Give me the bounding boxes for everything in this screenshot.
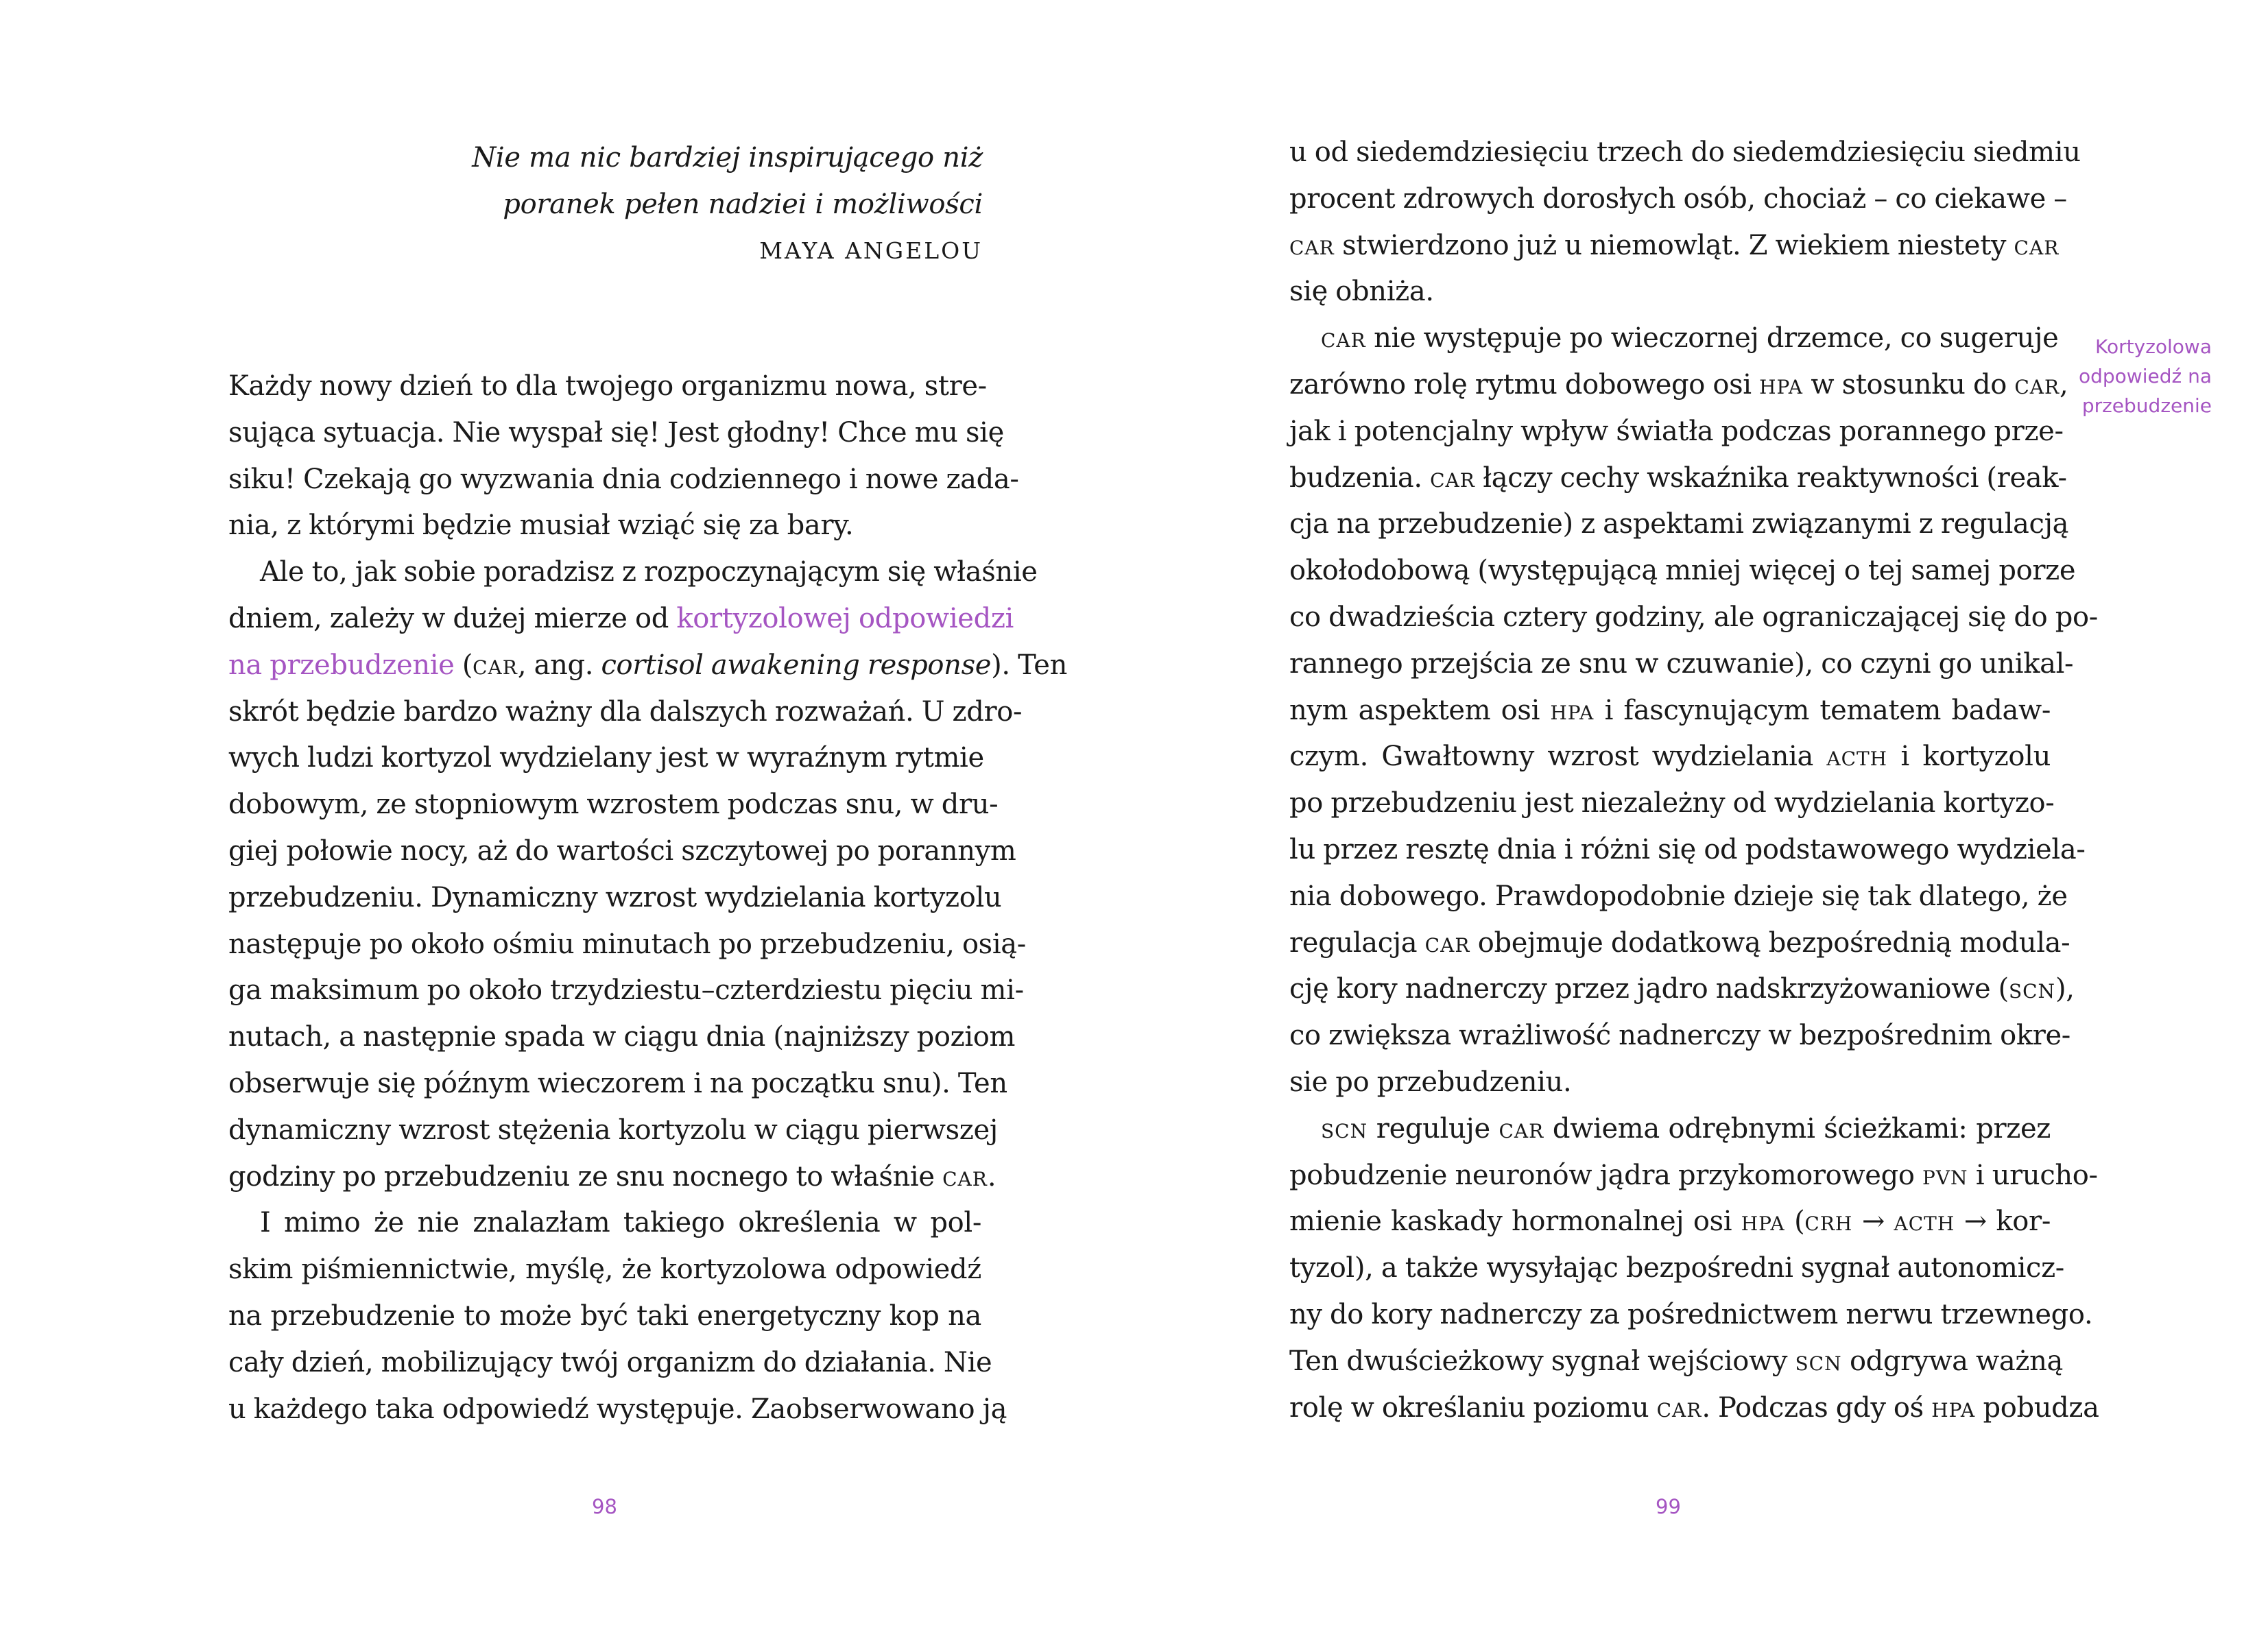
text-line [1289,688,2051,734]
text-line [1289,1153,2098,1199]
abbreviation: car [1321,322,1366,355]
text-fragment: i fascynującym tematem badaw- [1594,694,2051,726]
text-line: rannego przejścia ze snu w czuwanie), co czyni go unikal- [1289,647,2074,680]
text-line: po przebudzeniu jest niezależny od wydzielania kortyzo- [1289,787,2055,819]
abbreviation: car [2014,368,2060,400]
text-line [1289,1106,2051,1153]
abbreviation: hpa [1550,694,1595,726]
margin-note-line: odpowiedź na [2079,365,2212,387]
text-fragment: łączy cechy wskaźnika reaktywności (reak- [1475,462,2067,494]
text-fragment: . Podczas gdy oś [1702,1391,1932,1424]
text-line [1289,966,2075,1013]
glossary-term: na przebudzenie [228,649,455,681]
text-fragment: cję kory nadnerczy przez jądro nadskrzyżowaniowe ( [1289,973,2009,1005]
abbreviation: scn [1795,1345,1842,1377]
text-fragment: i urucho- [1968,1159,2098,1191]
text-fragment: obejmuje dodatkową bezpośrednią modula- [1470,926,2070,959]
abbreviation: hpa [1741,1206,1785,1238]
text-line: skrót będzie bardzo ważny dla dalszych rozważań. U zdro- [228,695,1023,728]
text-line [228,1154,996,1201]
text-line: jak i potencjalny wpływ światła podczas porannego prze- [1289,415,2064,447]
text-line: sie po przebudzeniu. [1289,1066,1572,1098]
abbreviation: hpa [1931,1391,1976,1424]
text-line: u każdego taka odpowiedź występuje. Zaobserwowano ją [228,1393,1007,1425]
text-line: nutach, a następnie spada w ciągu dnia (najniższy poziom [228,1021,1016,1053]
glossary-term: kortyzolowej odpowiedzi [676,602,1014,634]
margin-note [2079,332,2212,420]
text-fragment: reguluje [1368,1112,1499,1145]
text-line [228,643,1068,689]
text-line [1289,734,2051,780]
page-number: 98 [592,1495,617,1518]
page-number: 99 [1656,1495,1681,1518]
text-fragment: regulacja [1289,926,1425,959]
abbreviation: acth [1826,741,1888,773]
right-page [1134,0,2268,1652]
text-fragment: ). Ten [991,649,1068,681]
abbreviation: car [942,1160,988,1193]
english-term: cortisol awakening response [601,649,992,681]
text-fragment: stwierdzono już u niemowląt. Z wiekiem niestety [1334,229,2014,261]
text-line: skim piśmiennictwie, myślę, że kortyzolowa odpowiedź [228,1254,981,1286]
text-line [1289,920,2070,967]
text-fragment: nie występuje po wieczornej drzemce, co sugeruje [1365,322,2059,355]
text-line [1289,1199,2051,1245]
text-line: obserwuje się późnym wieczorem i na początku snu). Ten [228,1067,1007,1099]
text-line [1289,362,2068,409]
abbreviation: scn [1321,1112,1368,1145]
epigraph-line: Nie ma nic bardziej inspirującego niż [472,142,983,173]
text-fragment: czym. Gwałtowny wzrost wydzielania [1289,741,1827,773]
text-line: się obniża. [1289,276,1434,308]
epigraph [472,134,983,274]
abbreviation: pvn [1922,1159,1968,1191]
abbreviation: car [1430,462,1475,494]
text-fragment: godziny po przebudzeniu ze snu nocnego to właśnie [228,1160,943,1193]
text-line: następuje po około ośmiu minutach po przebudzeniu, osią- [228,928,1026,960]
text-line [1289,1385,2099,1432]
text-fragment: pobudza [1975,1391,2099,1424]
abbreviation: car [1499,1112,1544,1145]
text-fragment: pobudzenie neuronów jądra przykomorowego [1289,1159,1922,1191]
text-line: Ale to, jak sobie poradzisz z rozpoczynającym się właśnie [260,556,1038,588]
text-fragment: kor- [1996,1206,2051,1238]
arrow-icon: → [1955,1206,1996,1238]
text-line [228,596,1014,643]
body-text [1289,130,2099,1431]
abbreviation: scn [2008,973,2056,1005]
text-line: ga maksimum po około trzydziestu–czterdziestu pięciu mi- [228,974,1024,1007]
text-line [1289,1339,2063,1385]
margin-note-line: Kortyzolowa [2095,335,2212,358]
epigraph-author: MAYA ANGELOU [759,237,983,264]
text-line: nia, z którymi będzie musiał wziąć się za bary. [228,510,854,542]
text-line: co zwiększa wrażliwość nadnerczy w bezpośrednim okre- [1289,1020,2070,1052]
text-fragment: odgrywa ważną [1841,1345,2063,1377]
text-line: przebudzeniu. Dynamiczny wzrost wydzielania kortyzolu [228,881,1002,913]
text-line: co dwadzieścia cztery godziny, ale ograniczającej się do po- [1289,601,2098,633]
arrow-icon: → [1852,1206,1894,1238]
body-text [228,363,1068,1433]
abbreviation: hpa [1759,368,1804,400]
text-line: ny do kory nadnerczy za pośrednictwem nerwu trzewnego. [1289,1298,2093,1330]
text-fragment: , ang. [517,649,601,681]
text-fragment: rolę w określaniu poziomu [1289,1391,1657,1424]
abbreviation: car [1289,229,1335,261]
text-line: cja na przebudzenie) z aspektami związanymi z regulacją [1289,508,2069,540]
text-fragment: ), [2055,973,2075,1005]
text-fragment: nym aspektem osi [1289,694,1551,726]
text-line [1289,315,2059,362]
abbreviation: car [473,649,518,681]
abbreviation: crh [1804,1206,1853,1238]
text-line: Każdy nowy dzień to dla twojego organizmu nowa, stre- [228,370,987,402]
text-fragment: mienie kaskady hormonalnej osi [1289,1206,1741,1238]
text-fragment: . [987,1160,996,1193]
text-line: tyzol), a także wysyłając bezpośredni sygnał autonomicz- [1289,1252,2064,1284]
text-fragment: ( [1784,1206,1805,1238]
text-line: na przebudzenie to może być taki energetyczny kop na [228,1300,981,1332]
text-line: dobowym, ze stopniowym wzrostem podczas snu, w dru- [228,789,999,821]
abbreviation: car [1424,926,1470,959]
text-line: okołodobową (występującą mniej więcej o tej samej porze [1289,555,2076,587]
text-line [1289,223,2060,270]
epigraph-line: poranek pełen nadziei i możliwości [503,189,983,220]
margin-note-line: przebudzenie [2081,394,2212,417]
text-line: giej połowie nocy, aż do wartości szczytowej po porannym [228,835,1016,867]
text-fragment: dniem, zależy w dużej mierze od [228,602,677,634]
abbreviation: acth [1894,1206,1955,1238]
text-line: procent zdrowych dorosłych osób, chociaż – co ciekawe – [1289,182,2067,215]
text-line [1289,455,2067,502]
abbreviation: car [2014,229,2060,261]
text-fragment: dwiema odrębnymi ścieżkami: przez [1544,1112,2051,1145]
text-line: I mimo że nie znalazłam takiego określenia w pol- [260,1207,981,1239]
abbreviation: car [1656,1391,1702,1424]
text-line: u od siedemdziesięciu trzech do siedemdziesięciu siedmiu [1289,136,2081,168]
text-fragment: ( [454,649,473,681]
text-fragment: i kortyzolu [1887,741,2051,773]
text-line: wych ludzi kortyzol wydzielany jest w wyraźnym rytmie [228,742,984,774]
text-fragment: zarówno rolę rytmu dobowego osi [1289,368,1760,400]
text-line: sująca sytuacja. Nie wyspał się! Jest głodny! Chce mu się [228,416,1004,448]
text-line: nia dobowego. Prawdopodobnie dzieje się tak dlatego, że [1289,880,2068,912]
text-fragment: , [2060,368,2068,400]
text-fragment: Ten dwuścieżkowy sygnał wejściowy [1289,1345,1795,1377]
text-line: dynamiczny wzrost stężenia kortyzolu w ciągu pierwszej [228,1114,998,1146]
text-fragment: w stosunku do [1803,368,2015,400]
text-line: siku! Czekają go wyzwania dnia codziennego i nowe zada- [228,463,1019,495]
text-fragment: budzenia. [1289,462,1431,494]
text-line: cały dzień, mobilizujący twój organizm do działania. Nie [228,1346,992,1378]
text-line: lu przez resztę dnia i różni się od podstawowego wydziela- [1289,833,2086,865]
